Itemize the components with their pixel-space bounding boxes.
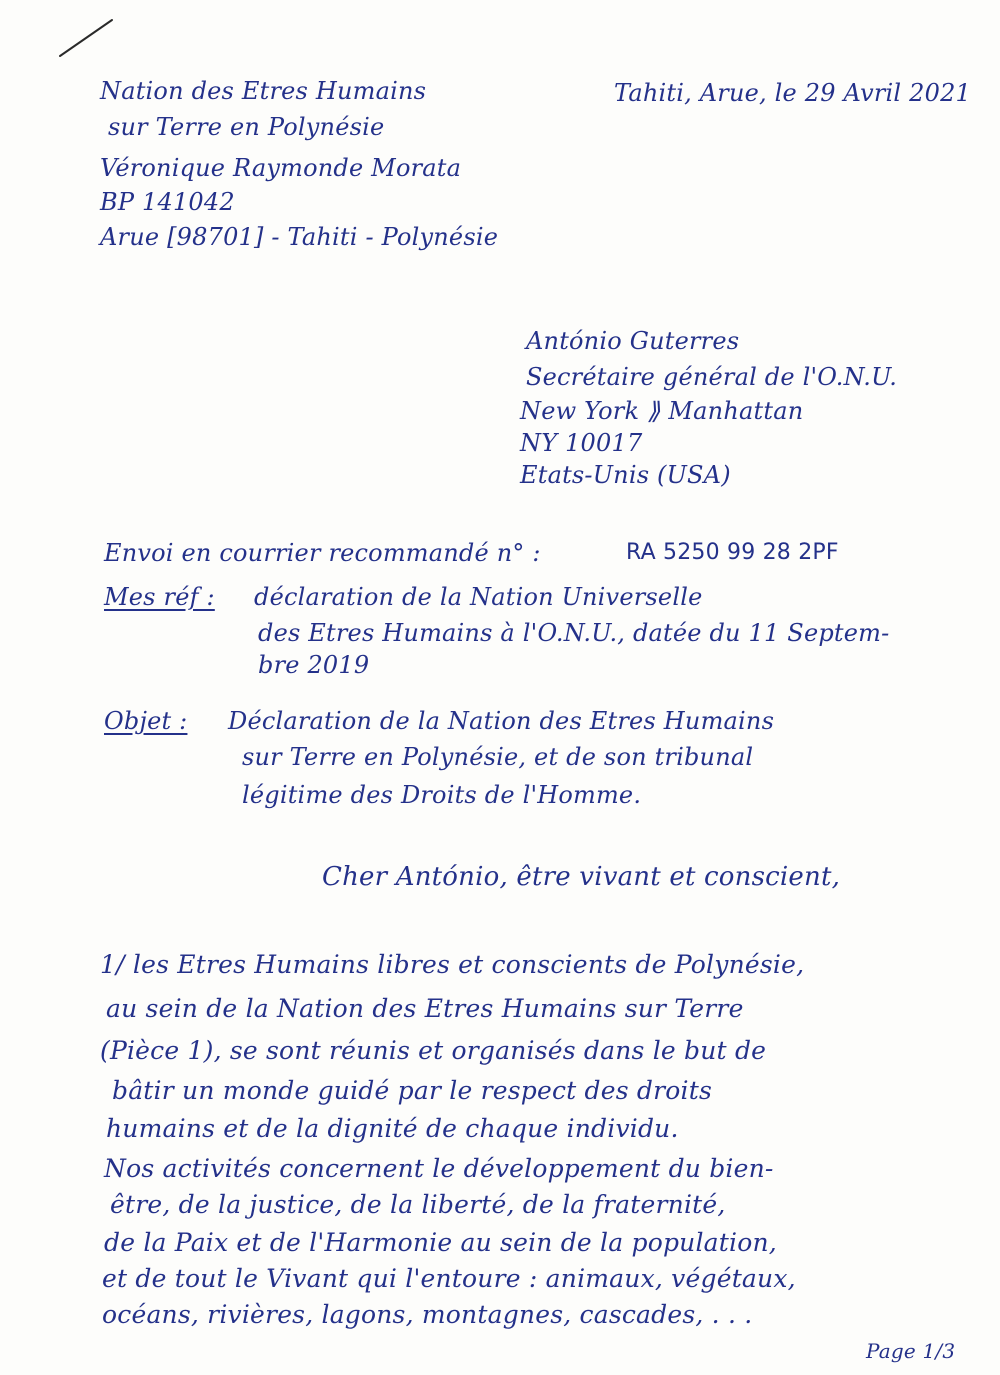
subject-line: légitime des Droits de l'Homme. [242,781,642,809]
sender-line: Arue [98701] - Tahiti - Polynésie [100,223,499,251]
registered-mail-label: Envoi en courrier recommandé n° : [104,539,541,567]
reference-line: des Etres Humains à l'O.N.U., datée du 11 Septem- [258,619,890,647]
sender-line: Véronique Raymonde Morata [100,154,462,182]
recipient-line: NY 10017 [520,429,643,457]
body-line: être, de la justice, de la liberté, de la fraternité, [110,1190,726,1219]
body-line: bâtir un monde guidé par le respect des droits [112,1076,713,1105]
recipient-line: António Guterres [526,327,740,355]
body-line: Nos activités concernent le développement du bien- [104,1154,774,1183]
subject-label: Objet : [104,707,188,735]
body-line: et de tout le Vivant qui l'entoure : animaux, végétaux, [102,1264,796,1293]
registered-mail-number: RA 5250 99 28 2PF [626,540,839,565]
recipient-line: Secrétaire général de l'O.N.U. [526,363,898,391]
recipient-line: Etats-Unis (USA) [520,461,731,489]
body-line: océans, rivières, lagons, montagnes, cascades, . . . [102,1300,753,1329]
salutation: Cher António, être vivant et conscient, [322,862,841,892]
body-line: humains et de la dignité de chaque individu. [106,1114,679,1143]
body-line: au sein de la Nation des Etres Humains sur Terre [106,994,744,1023]
reference-line: bre 2019 [258,651,370,679]
body-line: de la Paix et de l'Harmonie au sein de la population, [104,1228,777,1257]
pen-stroke-mark [58,18,114,58]
sender-line: Nation des Etres Humains [100,77,427,105]
subject-line: Déclaration de la Nation des Etres Humains [228,707,775,735]
body-line: (Pièce 1), se sont réunis et organisés dans le but de [100,1036,767,1065]
reference-line: déclaration de la Nation Universelle [254,583,703,611]
sender-line: BP 141042 [100,188,235,216]
body-line: 1/ les Etres Humains libres et conscients de Polynésie, [100,950,805,979]
sender-line: sur Terre en Polynésie [108,113,385,141]
reference-label: Mes réf : [104,583,215,611]
page-number: Page 1/3 [866,1339,956,1363]
subject-line: sur Terre en Polynésie, et de son tribunal [242,743,754,771]
recipient-line: New York ⟫ Manhattan [520,397,804,425]
letter-date: Tahiti, Arue, le 29 Avril 2021 [614,79,972,107]
